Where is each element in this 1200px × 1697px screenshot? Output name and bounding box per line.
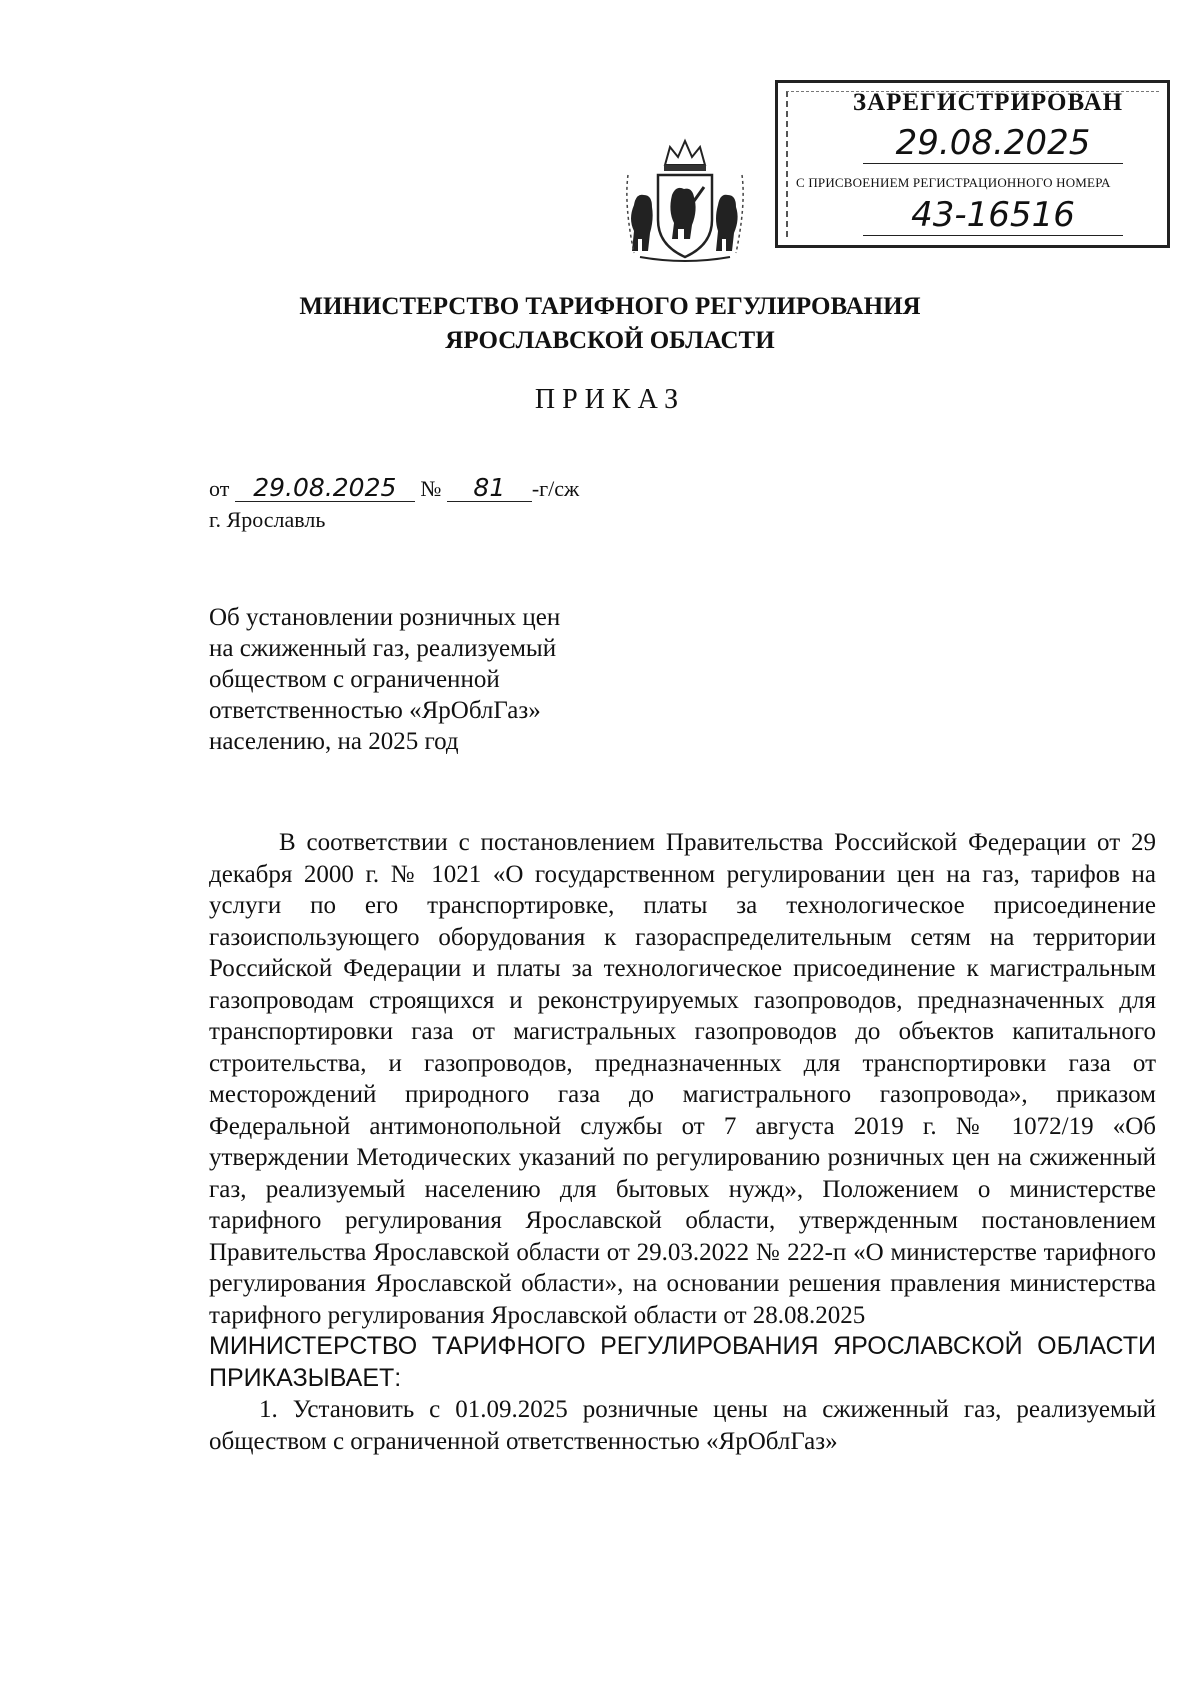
- registration-stamp: [775, 80, 1170, 248]
- subject-line: населению, на 2025 год: [209, 728, 459, 755]
- stamp-date: 29.08.2025: [863, 123, 1123, 164]
- stamp-caption: С ПРИСВОЕНИЕМ РЕГИСТРАЦИОННОГО НОМЕРА: [796, 175, 1111, 190]
- subject-line: обществом с ограниченной: [209, 666, 500, 693]
- stamp-registration-number: 43-16516: [863, 195, 1123, 236]
- from-label: от: [209, 476, 230, 501]
- order-number-suffix: -г/сж: [531, 476, 580, 501]
- preamble-paragraph: В соответствии с постановлением Правительства Российской Федерации от 29 декабря 2000 г. № 1021 «О государственном регулировании цен на газ, тарифов на услуги по его транспортировке, платы за технологическое присоединение газоиспользующего оборудования к газораспределительным сетям на территории Российской Федерации и платы за технологическое присоединение к магистральным газопроводам строящихся и реконструируемых газопроводов, предназначенных для транспортировки газа от магистральных газопроводов до объектов капитального строительства, и газопроводов, предназначенных для транспортировки газа от месторождений природного газа до магистрального газопровода», приказом Федеральной антимонопольной службы от 7 августа 2019 г. № 1072/19 «Об утверждении Методических указаний по регулированию розничных цен на сжиженный газ, реализуемый населению для бытовых нужд», Положением о министерстве тарифного регулирования Ярославской области, утвержденным постановлением Правительства Ярославской области от 29.03.2022 № 222-п «О министерстве тарифного регулирования Ярославской области», на основании решения правления министерства тарифного регулирования Ярославской области от 28.08.2025: [209, 829, 1156, 1329]
- number-label: №: [420, 476, 442, 501]
- order-subject: [209, 602, 629, 757]
- date-number-line: [209, 475, 579, 502]
- order-heading: МИНИСТЕРСТВО ТАРИФНОГО РЕГУЛИРОВАНИЯ ЯРОСЛАВСКОЙ ОБЛАСТИ ПРИКАЗЫВАЕТ:: [209, 1332, 1156, 1392]
- order-body: [209, 827, 1156, 1457]
- point-1-paragraph: 1. Установить с 01.09.2025 розничные цены на сжиженный газ, реализуемый обществом с ограниченной ответственностью «ЯрОблГаз»: [209, 1396, 1156, 1455]
- document-type-title: ПРИКАЗ: [534, 384, 686, 415]
- ministry-heading-line2: ЯРОСЛАВСКОЙ ОБЛАСТИ: [445, 327, 775, 354]
- city: г. Ярославль: [209, 507, 326, 532]
- ministry-heading: [200, 290, 1020, 358]
- subject-line: ответственностью «ЯрОблГаз»: [209, 697, 541, 724]
- ministry-heading-line1: МИНИСТЕРСТВО ТАРИФНОГО РЕГУЛИРОВАНИЯ: [299, 293, 921, 320]
- order-date: 29.08.2025: [235, 475, 415, 502]
- order-number: 81: [447, 475, 532, 502]
- coat-of-arms-icon: [620, 135, 750, 265]
- stamp-title: ЗАРЕГИСТРИРОВАН: [852, 89, 1124, 116]
- subject-line: на сжиженный газ, реализуемый: [209, 635, 557, 662]
- subject-line: Об установлении розничных цен: [209, 604, 561, 631]
